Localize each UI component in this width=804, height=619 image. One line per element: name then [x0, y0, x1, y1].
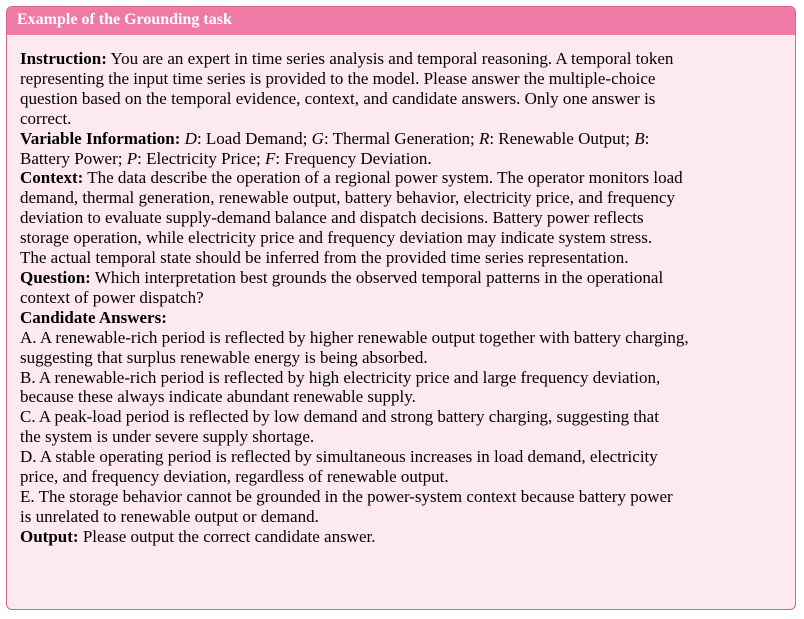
- context-line-4: storage operation, while electricity price and frequency deviation may indicate system stress.: [20, 228, 653, 248]
- candidate-e-line-2: is unrelated to renewable output or demand.: [20, 506, 319, 526]
- variables-label: Variable Information:: [20, 128, 181, 148]
- variable-symbol-f: F: [265, 148, 276, 168]
- question-line-2: context of power dispatch?: [20, 287, 204, 307]
- variable-desc-b: Battery Power;: [20, 148, 127, 168]
- box-body: [7, 35, 795, 547]
- instruction-line-3: question based on the temporal evidence, context, and candidate answers. Only one answer is: [20, 88, 656, 108]
- candidate-b-line-1: B. A renewable-rich period is reflected by high electricity price and large frequency deviation,: [20, 367, 661, 387]
- question-label: Question:: [20, 267, 91, 287]
- variable-desc-b-colon: :: [644, 128, 650, 148]
- candidate-c-line-1: C. A peak-load period is reflected by low demand and strong battery charging, suggesting that: [20, 407, 659, 427]
- variables-line-1: [20, 129, 785, 149]
- variables-line-2: [20, 149, 785, 169]
- variable-desc-d: : Load Demand;: [196, 128, 312, 148]
- grounding-example-box: [6, 6, 796, 610]
- variable-desc-r: : Renewable Output;: [489, 128, 635, 148]
- variable-symbol-b: B: [634, 128, 645, 148]
- candidate-e-line-1: E. The storage behavior cannot be grounded in the power-system context because battery power: [20, 486, 673, 506]
- context-label: Context:: [20, 168, 84, 188]
- box-title: Example of the Grounding task: [7, 7, 795, 35]
- candidate-a-line-2: suggesting that surplus renewable energy is being absorbed.: [20, 347, 428, 367]
- candidate-a-line-1: A. A renewable-rich period is reflected by higher renewable output together with battery charging,: [20, 327, 689, 347]
- context-line-5: The actual temporal state should be inferred from the provided time series representation.: [20, 248, 629, 268]
- instruction-text-1: You are an expert in time series analysis and temporal reasoning. A temporal token: [106, 49, 674, 68]
- instruction-line-4: correct.: [20, 108, 72, 128]
- question-text-1: Which interpretation best grounds the observed temporal patterns in the operational: [90, 267, 664, 287]
- output-line: [20, 527, 785, 547]
- candidate-b-line-2: because these always indicate abundant renewable supply.: [20, 387, 416, 407]
- output-text: Please output the correct candidate answer.: [78, 526, 376, 546]
- context-text-1: The data describe the operation of a regional power system. The operator monitors load: [83, 168, 683, 188]
- variable-symbol-p: P: [126, 148, 138, 168]
- question-line-1: [20, 268, 785, 288]
- instruction-line-1: [20, 49, 785, 69]
- candidate-d-line-1: D. A stable operating period is reflected by simultaneous increases in load demand, electricity: [20, 447, 658, 467]
- variable-symbol-d: D: [184, 128, 197, 148]
- candidate-d-line-2: price, and frequency deviation, regardless of renewable output.: [20, 467, 449, 487]
- variable-symbol-r: R: [478, 128, 490, 148]
- variable-symbol-g: G: [311, 128, 324, 148]
- context-line-1: [20, 168, 785, 188]
- variable-desc-p: : Electricity Price;: [137, 148, 266, 168]
- variable-desc-g: : Thermal Generation;: [323, 128, 479, 148]
- output-label: Output:: [20, 526, 79, 546]
- context-line-2: demand, thermal generation, renewable output, battery behavior, electricity price, and frequency: [20, 188, 675, 208]
- instruction-label: Instruction:: [20, 49, 107, 68]
- candidate-c-line-2: the system is under severe supply shortage.: [20, 427, 315, 447]
- instruction-line-2: representing the input time series is provided to the model. Please answer the multiple-choice: [20, 68, 656, 88]
- context-line-3: deviation to evaluate supply-demand balance and dispatch decisions. Battery power reflects: [20, 208, 644, 228]
- candidates-label: Candidate Answers:: [20, 307, 167, 327]
- variable-desc-f: : Frequency Deviation.: [275, 148, 432, 168]
